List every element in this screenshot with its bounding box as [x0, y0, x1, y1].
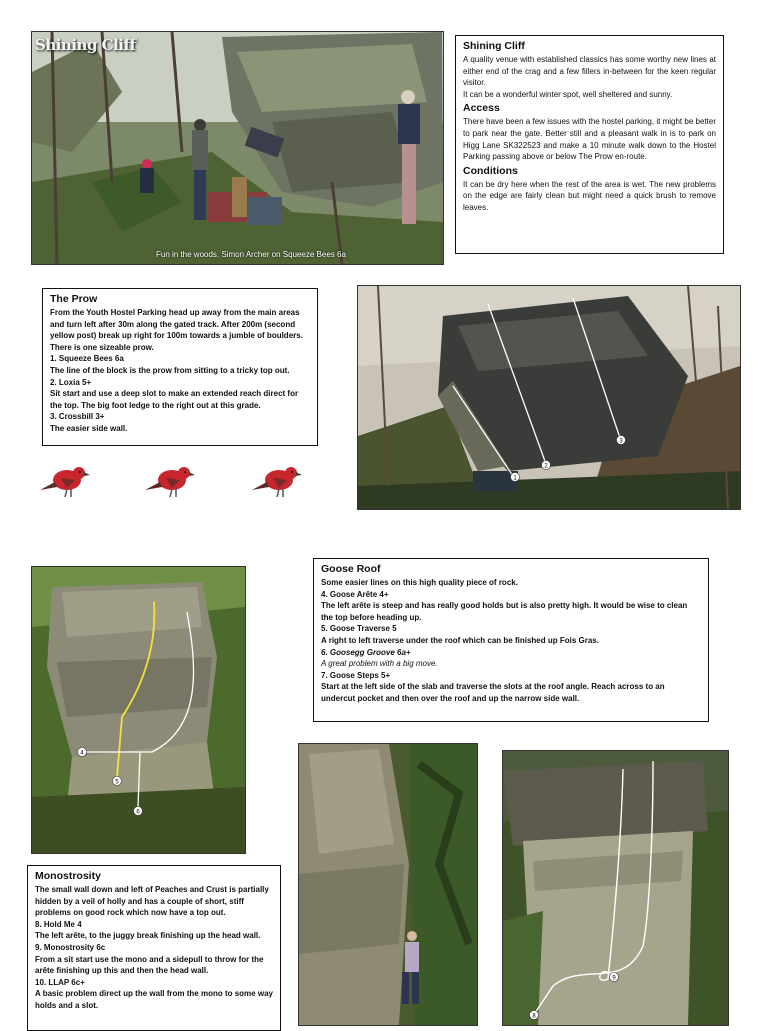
topo-number-5: 5: [115, 779, 119, 786]
problem-1-desc: The line of the block is the prow from sitting to a tricky top out.: [50, 365, 290, 375]
crossbill-bird-icon: [249, 460, 305, 500]
topo-number-2: 2: [544, 463, 548, 470]
problem-5-name: 5. Goose Traverse 5: [321, 624, 397, 634]
goose-roof-intro: Some easier lines on this high quality piece of rock.: [321, 578, 518, 587]
prow-intro: From the Youth Hostel Parking head up away from the main areas and turn left after 30m along the gated track. After 200m (second yellow post) break up right for 100m towards a jumble of boulders. There is one sizeable prow.: [50, 308, 303, 352]
problem-7-name: 7. Goose Steps 5+: [321, 670, 391, 680]
problem-6-name: 6. Goosegg Groove 6a+: [321, 647, 411, 657]
monostrosity-climber-photo: [298, 743, 478, 1026]
problem-6-desc: A great problem with a big move.: [321, 659, 438, 669]
problem-8-desc: The left arête, to the juggy break finishing up the head wall.: [35, 931, 261, 941]
topo-number-9: 9: [612, 975, 616, 982]
shining-cliff-info-box: [455, 35, 724, 254]
problem-10-name: 10. LLAP 6c+: [35, 977, 85, 987]
goose-roof-box: [313, 558, 709, 722]
access-heading: Access: [463, 102, 500, 115]
photo-caption: Fun in the woods. Simon Archer on Squeeze Bees 6a: [156, 250, 346, 259]
problem-2-name: 2. Loxia 5+: [50, 377, 92, 387]
shining-cliff-photo: [31, 31, 444, 265]
problem-3-name: 3. Crossbill 3+: [50, 412, 105, 422]
topo-number-4: 4: [80, 750, 84, 757]
monostrosity-box: [27, 865, 281, 1031]
crossbill-bird-icon: [37, 460, 93, 500]
topo-number-6: 6: [136, 809, 140, 816]
crossbill-bird-icon: [142, 460, 198, 500]
goose-roof-heading: Goose Roof: [321, 563, 381, 575]
problem-10-desc: A basic problem direct up the wall from the mono to some way holds and a slot.: [35, 989, 273, 1010]
problem-1-name: 1. Squeeze Bees 6a: [50, 354, 124, 364]
problem-5-desc: A right to left traverse under the roof which can be finished up Fois Gras.: [321, 635, 599, 645]
shining-cliff-heading: Shining Cliff: [463, 40, 525, 52]
topo-number-8: 8: [532, 1013, 536, 1020]
shining-cliff-winter: It can be a wonderful winter spot, well sheltered and sunny.: [463, 89, 673, 99]
goose-roof-topo-photo: [31, 566, 246, 854]
topo-number-1: 1: [513, 475, 517, 482]
problem-8-name: 8. Hold Me 4: [35, 919, 82, 929]
problem-4-name: 4. Goose Arête 4+: [321, 589, 389, 599]
problem-3-desc: The easier side wall.: [50, 423, 128, 433]
access-text: There have been a few issues with the hostel parking, it might be better to park near the gate. Better still and a pleasant walk in is to park on Higg Lane SK322523 and make a 10 minute walk down to the Hostel Parking passing above or below The Prow en-route.: [463, 117, 716, 162]
problem-9-desc: From a sit start use the mono and a sidepull to throw for the arête finishing up this and then the head wall.: [35, 954, 264, 976]
problem-2-desc: Sit start and use a deep slot to make an extended reach direct for the top. The big foot ledge to the right out at this grade.: [50, 389, 299, 410]
monostrosity-topo-photo: [502, 750, 729, 1026]
conditions-text: It can be dry here when the rest of the area is wet. The new problems on the edge are fairly clean but might need a quick brush to remove leaves.: [463, 179, 716, 212]
topo-number-3: 3: [619, 438, 623, 445]
the-prow-box: [42, 288, 318, 446]
photo-stamp-title: Shining Cliff: [35, 36, 136, 54]
monostrosity-heading: Monostrosity: [35, 870, 101, 882]
problem-7-desc: Start at the left side of the slab and traverse the slots at the roof angle. Reach across to an undercut pocket and then over the roof and up the narrow side wall.: [321, 682, 665, 703]
monostrosity-intro: The small wall down and left of Peaches and Crust is partially hidden by a veil of holly and has a couple of short, stiff problems on good rock which now have a top out.: [35, 885, 269, 918]
prow-topo-photo: [357, 285, 741, 510]
shining-cliff-intro: A quality venue with established classics has some worthy new lines at either end of the crag and a few fillers in-between for the keen regular visitor.: [463, 55, 716, 88]
prow-heading: The Prow: [50, 293, 98, 305]
problem-9-name: 9. Monostrosity 6c: [35, 942, 106, 952]
conditions-heading: Conditions: [463, 164, 518, 177]
problem-4-desc: The left arête is steep and has really good holds but is also pretty high. It would be wise to clean the top before heading up.: [321, 601, 688, 622]
